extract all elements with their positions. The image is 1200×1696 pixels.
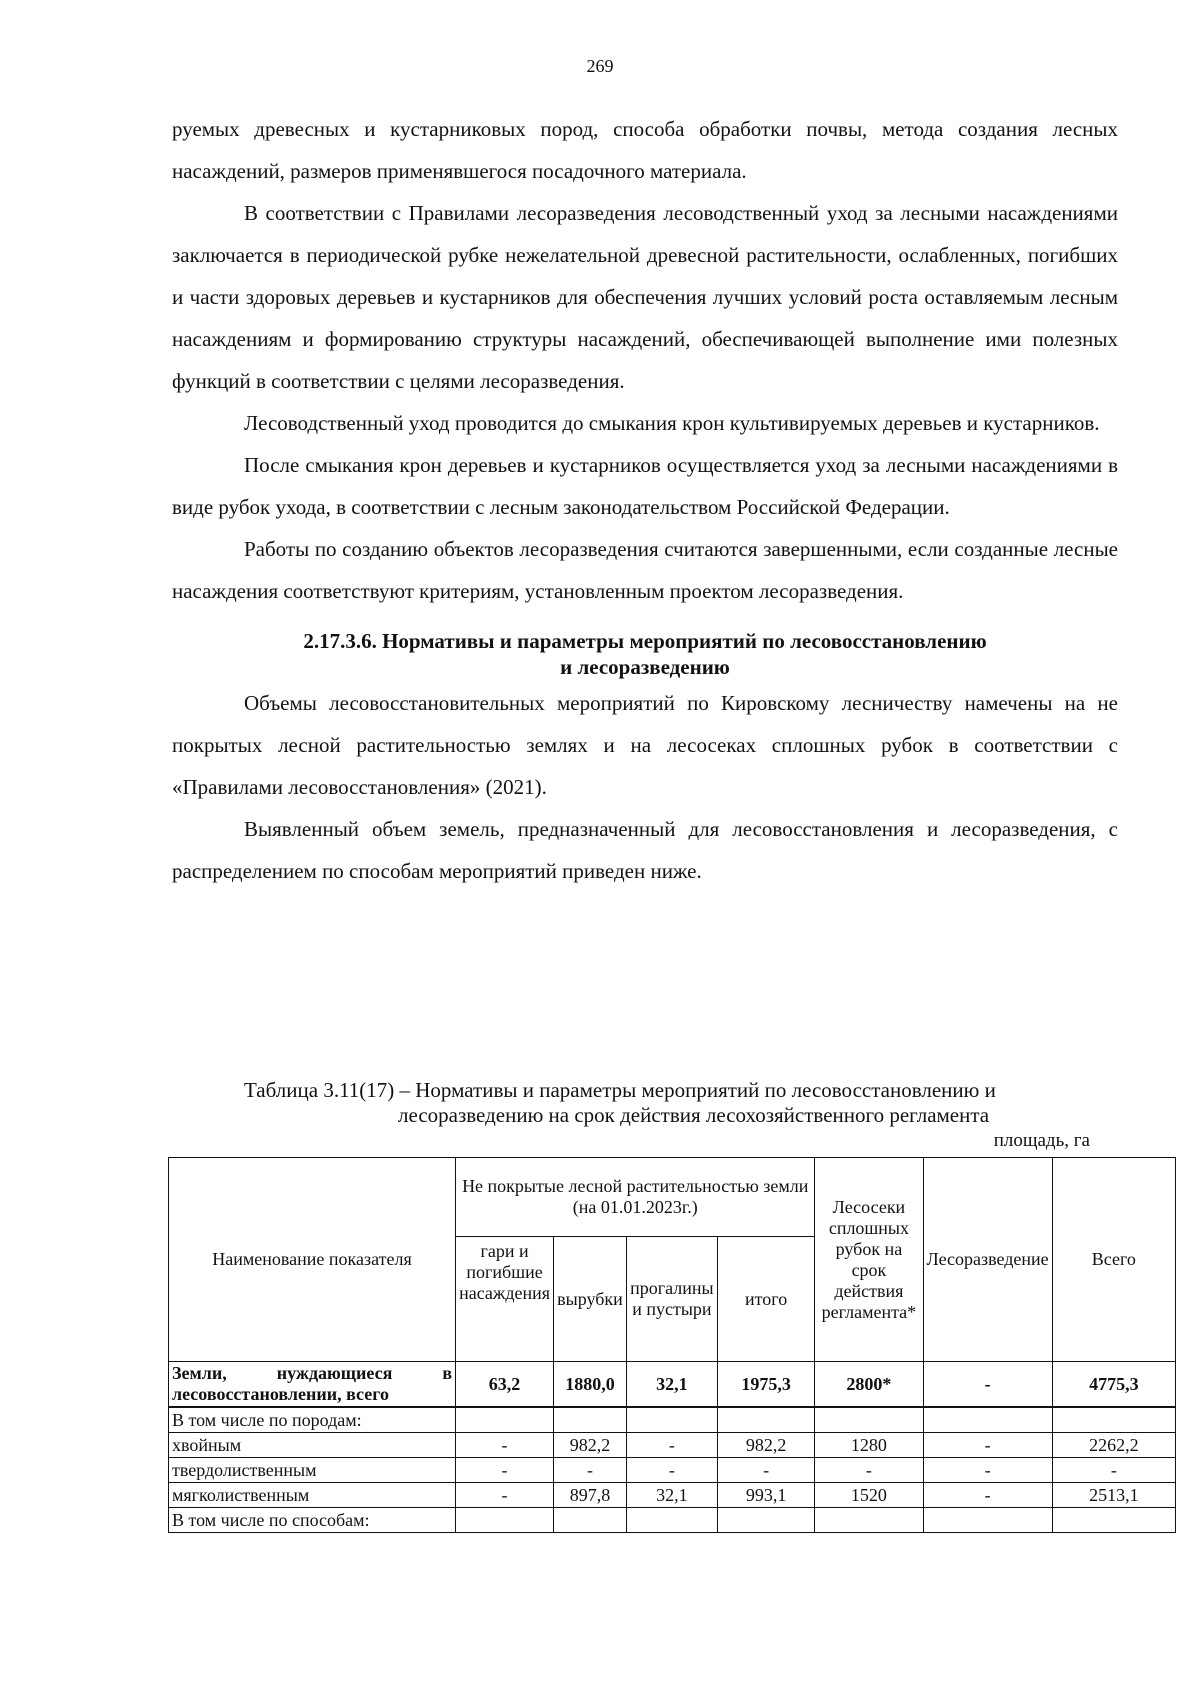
cell <box>554 1508 627 1533</box>
header-cutovers: вырубки <box>554 1237 627 1362</box>
row-label: мягколиственным <box>169 1483 456 1508</box>
cell: 4775,3 <box>1052 1362 1175 1408</box>
cell: 32,1 <box>626 1483 717 1508</box>
table-row <box>169 1508 1176 1533</box>
header-subtotal: итого <box>717 1237 815 1362</box>
table-unit: площадь, га <box>993 1130 1090 1151</box>
paragraph: Выявленный объем земель, предназначенный для лесовосстановления и лесоразведения, с распределением по способам мероприятий приведен ниже. <box>172 817 1118 883</box>
header-afforestation: Лесоразведение <box>923 1158 1052 1362</box>
section-title-line: 2.17.3.6. Нормативы и параметры мероприятий по лесовосстановлению <box>303 629 987 653</box>
cell: 63,2 <box>456 1362 554 1408</box>
cell: - <box>456 1483 554 1508</box>
header-burnt: гари и погибшие насаждения <box>456 1237 554 1362</box>
cell: 2262,2 <box>1052 1433 1175 1458</box>
paragraph: В соответствии с Правилами лесоразведения лесоводственный уход за лесными насаждениями заключается в периодической рубке нежелательной древесной растительности, ослабленных, погибших и части здоровых деревьев и кустарников для обеспечения лучших условий роста оставляемым лесным насаждениям и формированию структуры насаждений, обеспечивающей выполнение ими полезных функций в соответствии с целями лесоразведения. <box>172 201 1118 393</box>
cell <box>554 1407 627 1433</box>
cell: 2800* <box>815 1362 923 1408</box>
cell: - <box>1052 1458 1175 1483</box>
paragraph: Объемы лесовосстановительных мероприятий по Кировскому лесничеству намечены на не покрытых лесной растительностью землях и на лесосеках сплошных рубок в соответствии с «Правилами лесовосстановления» (2021). <box>172 691 1118 799</box>
header-clearcuts: Лесосеки сплошных рубок на срок действия регламента* <box>815 1158 923 1362</box>
cell: 897,8 <box>554 1483 627 1508</box>
header-group: Не покрытые лесной растительностью земли (на 01.01.2023г.) <box>456 1158 815 1237</box>
cell <box>456 1407 554 1433</box>
cell: - <box>923 1458 1052 1483</box>
cell: 982,2 <box>554 1433 627 1458</box>
cell: - <box>456 1458 554 1483</box>
cell: - <box>626 1458 717 1483</box>
cell <box>626 1508 717 1533</box>
cell: - <box>456 1433 554 1458</box>
cell: - <box>923 1362 1052 1408</box>
cell: - <box>923 1483 1052 1508</box>
table-caption-line: лесоразведению на срок действия лесохозяйственного регламента <box>398 1103 990 1127</box>
cell: 1520 <box>815 1483 923 1508</box>
header-total: Всего <box>1052 1158 1175 1362</box>
cell: 993,1 <box>717 1483 815 1508</box>
cell: - <box>815 1458 923 1483</box>
cell <box>717 1508 815 1533</box>
cell <box>626 1407 717 1433</box>
cell <box>923 1508 1052 1533</box>
cell: - <box>923 1433 1052 1458</box>
cell: 1975,3 <box>717 1362 815 1408</box>
page-number: 269 <box>586 56 614 76</box>
row-label: Земли, нуждающиеся в лесовосстановлении, всего <box>169 1362 456 1408</box>
cell <box>923 1407 1052 1433</box>
paragraph: Работы по созданию объектов лесоразведения считаются завершенными, если созданные лесные насаждения соответствуют критериям, установленным проектом лесоразведения. <box>172 537 1118 603</box>
cell: 2513,1 <box>1052 1483 1175 1508</box>
table-row <box>169 1362 1176 1408</box>
row-label: хвойным <box>169 1433 456 1458</box>
table-caption <box>172 1078 1118 1128</box>
cell: 1880,0 <box>554 1362 627 1408</box>
paragraph: После смыкания крон деревьев и кустарников осуществляется уход за лесными насаждениями в виде рубок ухода, в соответствии с лесным законодательством Российской Федерации. <box>172 453 1118 519</box>
cell: - <box>554 1458 627 1483</box>
paragraph: Лесоводственный уход проводится до смыкания крон культивируемых деревьев и кустарников. <box>244 411 1100 435</box>
section-title <box>172 628 1118 680</box>
table-row <box>169 1458 1176 1483</box>
row-label: В том числе по породам: <box>169 1407 456 1433</box>
cell: 32,1 <box>626 1362 717 1408</box>
section-title-line: и лесоразведению <box>560 655 730 679</box>
paragraph: руемых древесных и кустарниковых пород, способа обработки почвы, метода создания лесных насаждений, размеров применявшегося посадочного материала. <box>172 117 1118 183</box>
row-label: В том числе по способам: <box>169 1508 456 1533</box>
cell: - <box>717 1458 815 1483</box>
cell <box>815 1508 923 1533</box>
cell <box>1052 1508 1175 1533</box>
header-name: Наименование показателя <box>169 1158 456 1362</box>
table-row <box>169 1483 1176 1508</box>
cell: - <box>626 1433 717 1458</box>
data-table <box>168 1157 1176 1533</box>
cell: 1280 <box>815 1433 923 1458</box>
table-row <box>169 1433 1176 1458</box>
table-caption-line: Таблица 3.11(17) – Нормативы и параметры мероприятий по лесовосстановлению и <box>244 1078 996 1102</box>
cell <box>456 1508 554 1533</box>
cell <box>1052 1407 1175 1433</box>
header-glades: прогалины и пустыри <box>626 1237 717 1362</box>
cell: 982,2 <box>717 1433 815 1458</box>
cell <box>815 1407 923 1433</box>
row-label: твердолиственным <box>169 1458 456 1483</box>
cell <box>717 1407 815 1433</box>
body-text <box>172 108 1118 892</box>
table-row <box>169 1407 1176 1433</box>
